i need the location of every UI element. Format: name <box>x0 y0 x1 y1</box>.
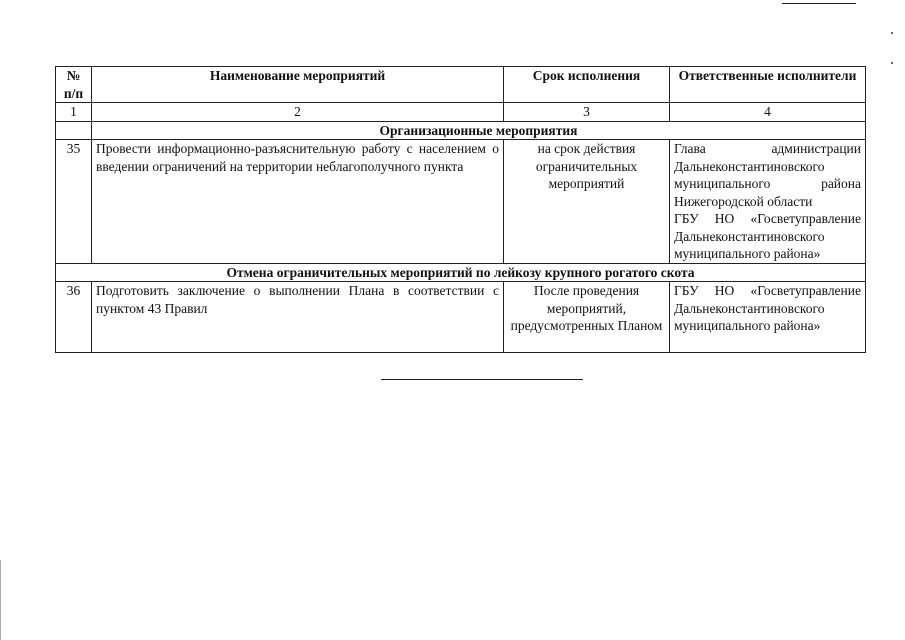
header-number: № п/п <box>56 67 92 103</box>
responsible-entry: ГБУ НО «Госветуправление Дальнеконстантиновского муниципального района» <box>674 283 861 333</box>
row-deadline: После проведения мероприятий, предусмотренных Планом <box>504 282 670 353</box>
column-number: 1 <box>56 103 92 122</box>
row-activity-name: Провести информационно-разъяснительную работу с населением о введении ограничений на территории неблагополучного пункта <box>92 140 504 264</box>
section-row <box>56 121 866 140</box>
scan-speck <box>891 32 893 34</box>
top-margin-rule <box>782 3 856 4</box>
scan-speck <box>891 62 893 64</box>
scan-left-edge <box>0 560 1 640</box>
table-row <box>56 140 866 264</box>
column-number: 4 <box>670 103 866 122</box>
section-title: Отмена ограничительных мероприятий по лейкозу крупного рогатого скота <box>56 263 866 282</box>
column-number: 2 <box>92 103 504 122</box>
row-number: 35 <box>56 140 92 264</box>
header-activity-name: Наименование мероприятий <box>92 67 504 103</box>
row-activity-name: Подготовить заключение о выполнении Плана в соответствии с пунктом 43 Правил <box>92 282 504 353</box>
action-plan-table <box>55 66 866 353</box>
responsible-entry: ГБУ НО «Госветуправление Дальнеконстантиновского муниципального района» <box>674 211 861 261</box>
responsible-entry: Глава администрации Дальнеконстантиновского муниципального района Нижегородской области <box>674 141 861 209</box>
column-number: 3 <box>504 103 670 122</box>
table-header-row <box>56 67 866 103</box>
table-row <box>56 282 866 353</box>
column-number-row <box>56 103 866 122</box>
row-number: 36 <box>56 282 92 353</box>
section-row <box>56 263 866 282</box>
header-deadline: Срок исполнения <box>504 67 670 103</box>
section-title: Организационные мероприятия <box>92 121 866 140</box>
header-responsible: Ответственные исполнители <box>670 67 866 103</box>
row-responsible <box>670 140 866 264</box>
row-responsible <box>670 282 866 353</box>
closing-rule <box>381 379 583 380</box>
row-deadline: на срок действия ограничительных мероприятий <box>504 140 670 264</box>
